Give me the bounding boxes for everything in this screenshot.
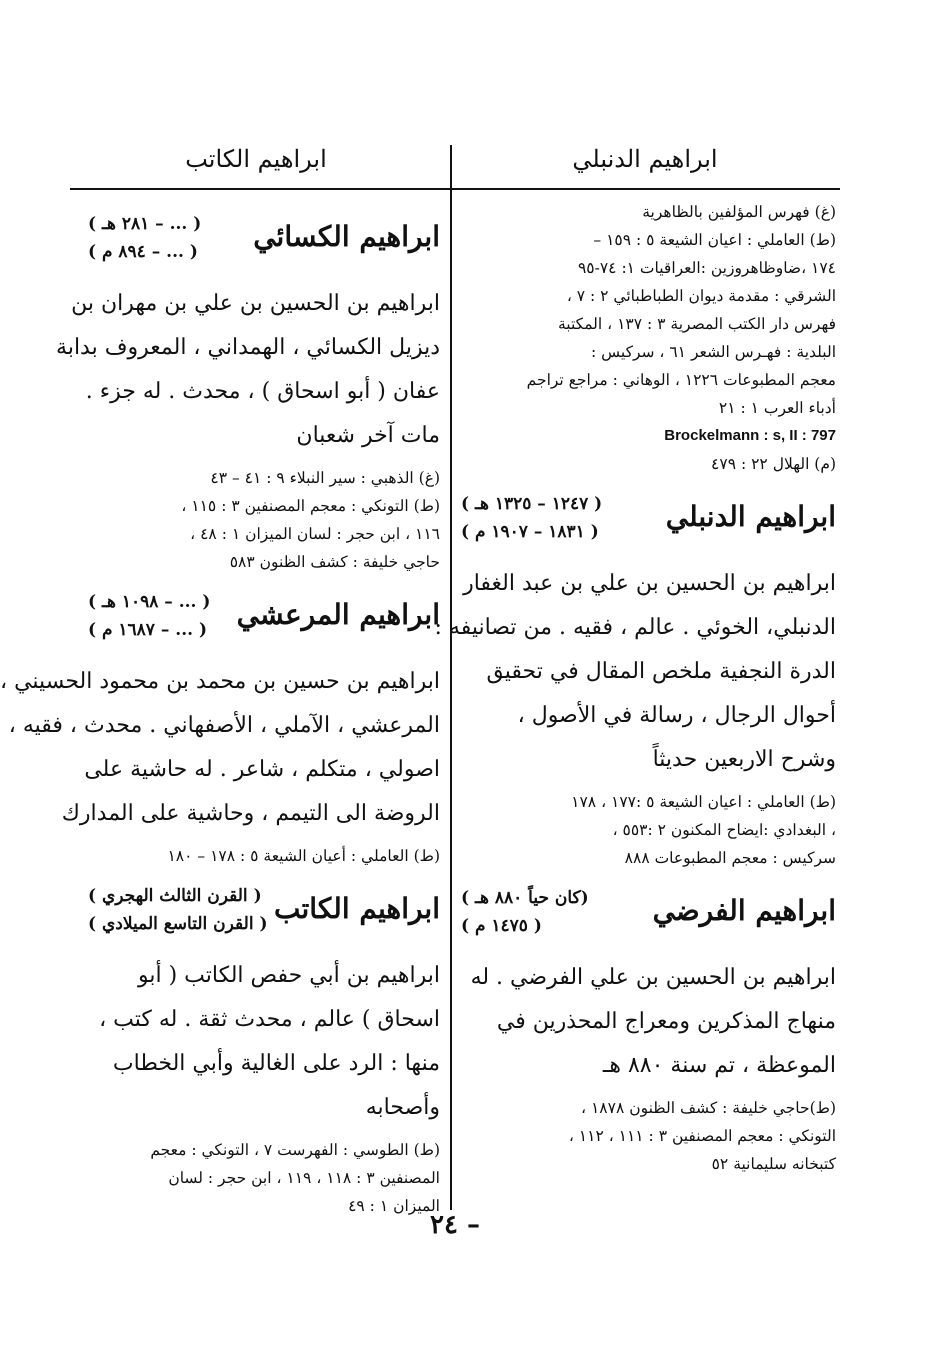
entry-body <box>461 956 836 1088</box>
reference-line: أدباء العرب ١ : ٢١ <box>718 399 836 417</box>
reference-line: (ط) العاملي : اعيان الشيعة ٥ :١٧٧ ، ١٧٨ <box>571 793 836 811</box>
body-line: ابراهيم بن الحسين بن علي بن عبد الغفار <box>463 571 836 596</box>
header-rule <box>70 188 840 190</box>
reference-line: معجم المطبوعات ١٢٢٦ ، الوهاني : مراجع تراجم <box>526 371 836 389</box>
dates-hijri: ( ١٢٤٧ – ١٣٢٥ هـ ) <box>461 494 603 514</box>
entry-body <box>434 562 836 782</box>
entry-references <box>461 1094 836 1178</box>
running-header-left: ابراهيم الكاتب <box>185 145 327 173</box>
body-line: ابراهيم بن أبي حفص الكاتب ( أبو <box>137 963 440 988</box>
column-divider <box>450 145 452 1210</box>
body-line: المرعشي ، الآملي ، الأصفهاني . محدث ، فقيه ، <box>8 713 440 738</box>
reference-line: الشرقي : مقدمة ديوان الطباطبائي ٢ : ٧ ، <box>566 287 836 305</box>
dates-gregorian: ( القرن التاسع الميلادي ) <box>88 914 268 934</box>
references-continued <box>461 198 836 478</box>
reference-line: البلدية : فهـرس الشعر ٦١ ، سركيس : <box>590 343 836 361</box>
dates-gregorian: ( ١٨٣١ – ١٩٠٧ م ) <box>461 522 599 542</box>
body-line: وأصحابه <box>365 1095 440 1120</box>
entry-title: ابراهيم الدنبلي <box>665 500 836 533</box>
entry-body <box>0 660 440 836</box>
dates-gregorian: ( ... – ٨٩٤ م ) <box>88 242 198 262</box>
entry-header <box>461 878 836 948</box>
entry-dates <box>461 884 589 940</box>
entry-dates <box>461 490 602 546</box>
entry-body <box>56 282 440 458</box>
entry-title: ابراهيم الكسائي <box>253 220 440 253</box>
entry-dates <box>88 210 201 266</box>
entry-references <box>88 1136 440 1220</box>
right-column <box>434 198 836 1178</box>
body-line: عفان ( أبو اسحاق ) ، محدث . له جزء . <box>85 379 440 404</box>
entry-header <box>88 876 440 946</box>
entry-dates <box>88 588 210 644</box>
body-line: اصولي ، متكلم ، شاعر . له حاشية على <box>84 757 440 782</box>
reference-line: حاجي خليفة : كشف الظنون ٥٨٣ <box>229 553 440 571</box>
reference-latin: Brockelmann : s, II : 797 <box>664 427 836 444</box>
body-line: الروضة الى التيمم ، وحاشية على المدارك <box>61 801 440 826</box>
body-line: ابراهيم بن حسين بن محمد بن محمود الحسيني ، <box>0 669 440 694</box>
body-line: منها : الرد على الغالية وأبي الخطاب <box>112 1051 440 1076</box>
reference-line: فهرس دار الكتب المصرية ٣ : ١٣٧ ، المكتبة <box>558 315 836 333</box>
entry-title: ابراهيم الكاتب <box>274 892 440 925</box>
body-line: ديزيل الكسائي ، الهمداني ، المعروف بدابة <box>56 335 440 360</box>
reference-line: المصنفين ٣ : ١١٨ ، ١١٩ ، ابن حجر : لسان <box>168 1169 440 1187</box>
reference-line: (ط) العاملي : اعيان الشيعة ٥ : ١٥٩ – <box>593 231 836 249</box>
dates-gregorian: ( ١٤٧٥ م ) <box>461 916 542 936</box>
body-line: ابراهيم بن الحسين بن علي بن مهران بن <box>71 291 440 316</box>
dates-hijri: ( القرن الثالث الهجري ) <box>88 886 262 906</box>
body-line: وشرح الاربعين حديثاً <box>652 747 836 772</box>
entry-header <box>88 204 440 274</box>
left-column <box>0 198 440 1220</box>
entry-dates <box>88 882 268 938</box>
reference-line: سركيس : معجم المطبوعات ٨٨٨ <box>624 849 836 867</box>
reference-line: كتبخانه سليمانية ٥٢ <box>711 1155 836 1173</box>
entry-header <box>461 484 836 554</box>
reference-line: (غ) الذهبي : سير النبلاء ٩ : ٤١ – ٤٣ <box>210 469 440 487</box>
reference-line: ١١٦ ، ابن حجر : لسان الميزان ١ : ٤٨ ، <box>190 525 440 543</box>
reference-line: (ط) العاملي : أعيان الشيعة ٥ : ١٧٨ – ١٨٠ <box>167 847 440 865</box>
body-line: الدنبلي، الخوئي . عالم ، فقيه . من تصانيفه : <box>434 615 836 640</box>
reference-line: (ط)حاجي خليفة : كشف الظنون ١٨٧٨ ، <box>581 1099 836 1117</box>
entry-references <box>88 842 440 870</box>
reference-line: التونكي : معجم المصنفين ٣ : ١١١ ، ١١٢ ، <box>568 1127 836 1145</box>
dates-hijri: ( ... – ٢٨١ هـ ) <box>88 214 202 234</box>
body-line: أحوال الرجال ، رسالة في الأصول ، <box>517 703 836 728</box>
body-line: الدرة النجفية ملخص المقال في تحقيق <box>486 659 836 684</box>
reference-line: (ط) الطوسي : الفهرست ٧ ، التونكي : معجم <box>150 1141 440 1159</box>
entry-title: ابراهيم الفرضي <box>652 894 836 927</box>
dates-gregorian: ( ... – ١٦٨٧ م ) <box>88 620 207 640</box>
running-header-right: ابراهيم الدنبلي <box>572 145 718 173</box>
reference-line: (ط) التونكي : معجم المصنفين ٣ : ١١٥ ، <box>181 497 440 515</box>
reference-line: (غ) فهرس المؤلفين بالظاهرية <box>642 203 836 221</box>
entry-body <box>88 954 440 1130</box>
entry-references <box>88 464 440 576</box>
entry-title: ابراهيم المرعشي <box>236 598 440 631</box>
reference-line: ، البغدادي :ايضاح المكنون ٢ :٥٥٣ ، <box>612 821 836 839</box>
body-line: ابراهيم بن الحسين بن علي الفرضي . له <box>470 965 836 990</box>
page-number: – ٢٤ <box>430 1210 480 1240</box>
dates-hijri: (كان حياً ٨٨٠ هـ ) <box>461 888 589 908</box>
reference-line: ١٧٤ ،ضاوظاهروزين :العراقيات ١: ٧٤-٩٥ <box>577 259 836 277</box>
body-line: منهاج المذكرين ومعراج المحذرين في <box>496 1009 836 1034</box>
reference-line: (م) الهلال ٢٢ : ٤٧٩ <box>711 455 836 473</box>
body-line: الموعظة ، تم سنة ٨٨٠ هـ <box>602 1053 836 1078</box>
entry-header <box>88 582 440 652</box>
body-line: اسحاق ) عالم ، محدث ثقة . له كتب ، <box>99 1007 440 1032</box>
body-line: مات آخر شعبان <box>296 423 440 448</box>
reference-line: الميزان ١ : ٤٩ <box>348 1197 440 1215</box>
entry-references <box>461 788 836 872</box>
dates-hijri: ( ... – ١٠٩٨ هـ ) <box>88 592 211 612</box>
page-header <box>70 140 840 185</box>
